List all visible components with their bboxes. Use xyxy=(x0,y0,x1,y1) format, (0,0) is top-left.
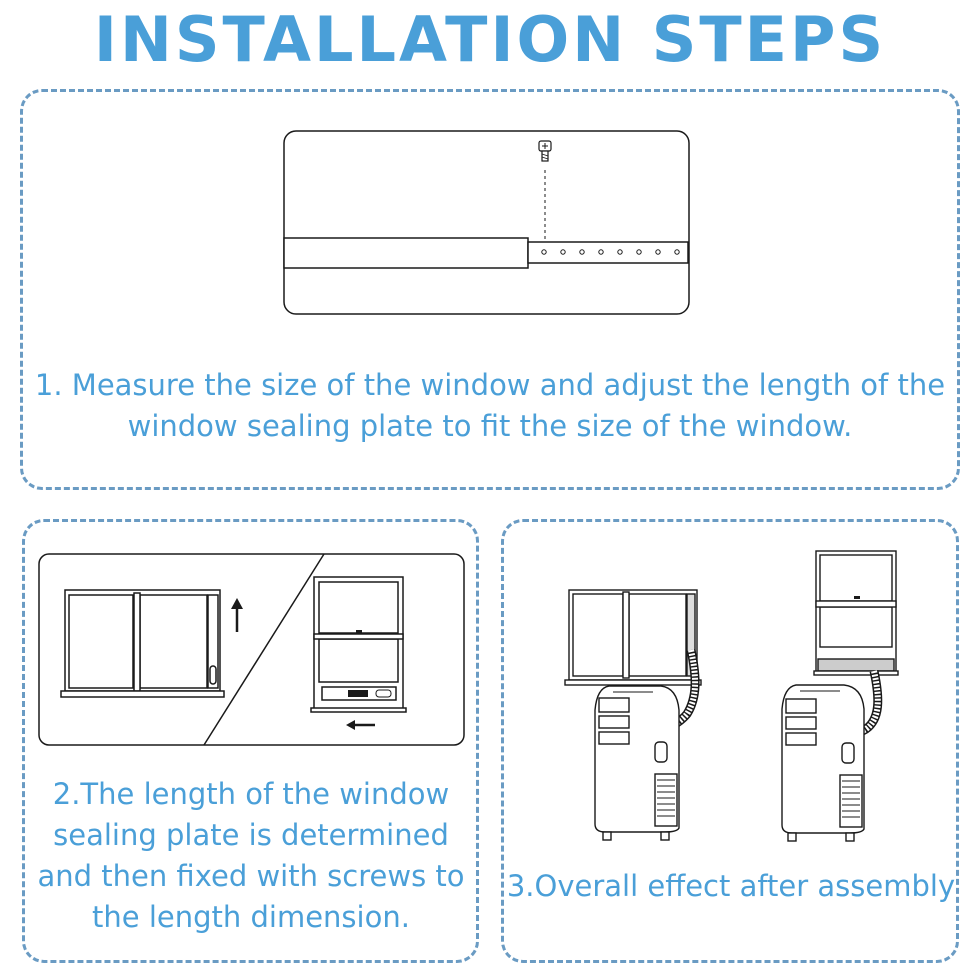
sealing-plate-diagram xyxy=(283,130,691,316)
assembled-unit-hung-window xyxy=(778,549,903,851)
assembled-unit-sliding-window xyxy=(565,588,710,850)
step-2-caption: 2.The length of the window sealing plate is determined and then fixed with screws to the length dimension. xyxy=(37,777,465,934)
window-fitting-diagram xyxy=(38,553,465,747)
step-3-caption: 3.Overall effect after assembly xyxy=(506,869,956,903)
page-title: INSTALLATION STEPS xyxy=(93,3,887,76)
step-1-caption: 1. Measure the size of the window and adjust the length of the window sealing plate to fit the size of the window. xyxy=(34,368,946,443)
